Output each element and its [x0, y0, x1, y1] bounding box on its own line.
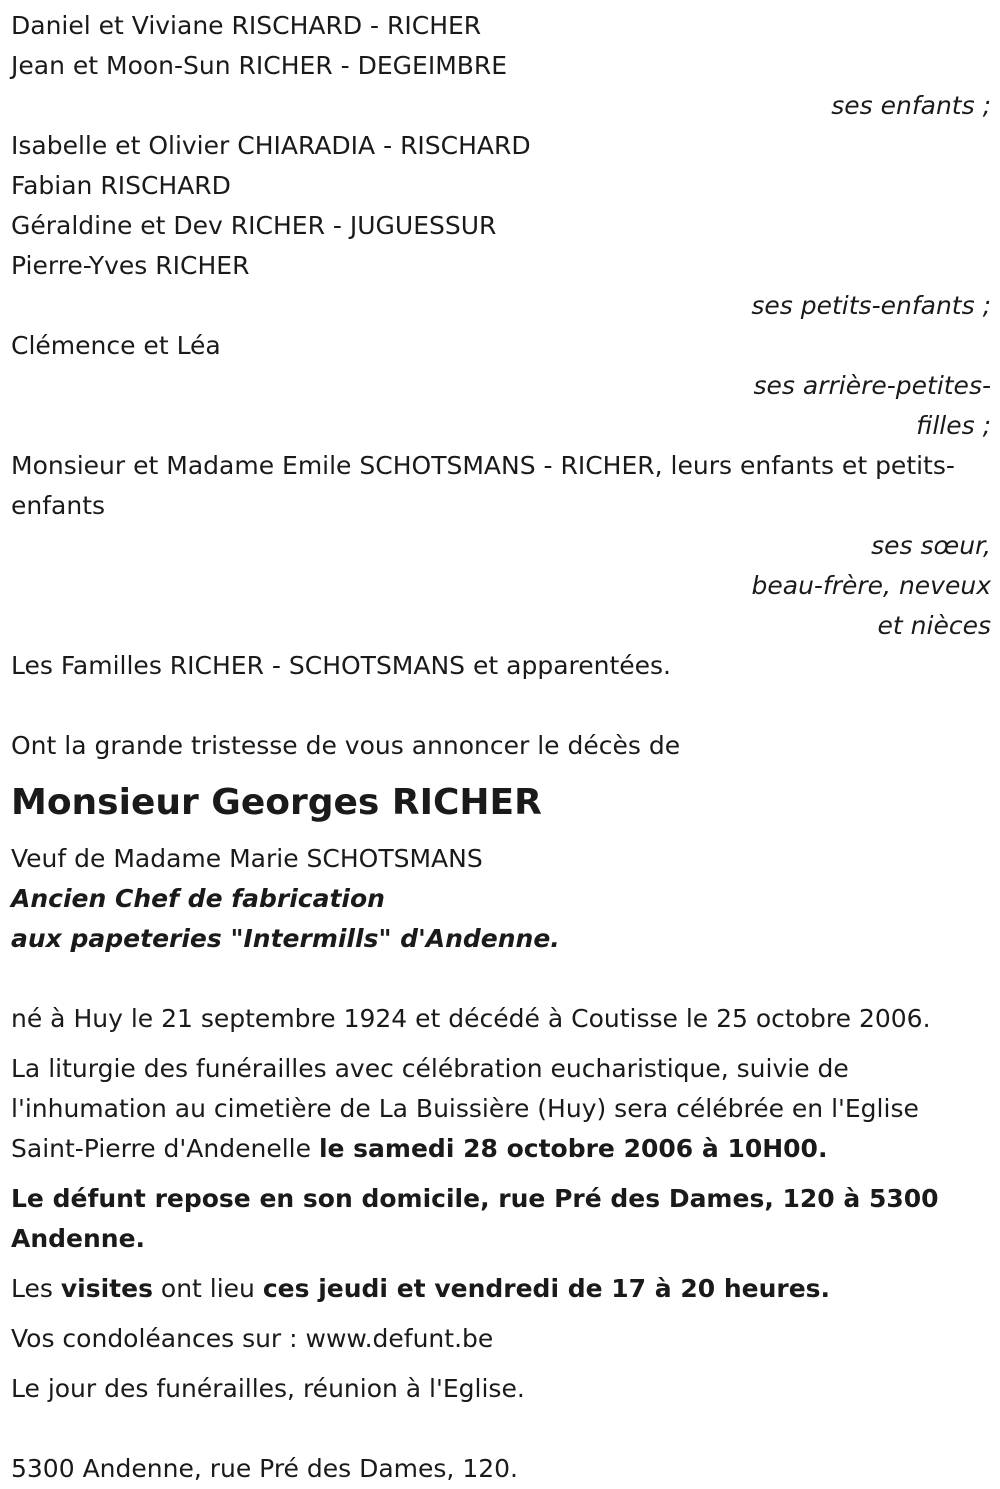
- liturgy-date: le samedi 28 octobre 2006 à 10H00.: [318, 1134, 828, 1163]
- grandchildren-role: ses petits-enfants ;: [751, 291, 991, 320]
- family-grandchildren-line-4: Pierre-Yves RICHER: [11, 251, 250, 280]
- visits-paragraph: [11, 1269, 991, 1309]
- families-line: Les Familles RICHER - SCHOTSMANS et apparentées.: [11, 651, 671, 680]
- family-children-line-2: Jean et Moon-Sun RICHER - DEGEIMBRE: [11, 51, 508, 80]
- family-grandchildren-line-1: Isabelle et Olivier CHIARADIA - RISCHARD: [11, 131, 531, 160]
- family-sister-line: Monsieur et Madame Emile SCHOTSMANS - RICHER, leurs enfants et petits-enfants: [11, 451, 955, 520]
- children-role: ses enfants ;: [831, 91, 991, 120]
- great-grandchildren-role-1: ses arrière-petites-: [753, 371, 991, 400]
- sister-role-2: beau-frère, neveux: [751, 571, 991, 600]
- obituary-document: [11, 6, 991, 1489]
- repose-paragraph: [11, 1179, 991, 1259]
- address-line: 5300 Andenne, rue Pré des Dames, 120.: [11, 1454, 518, 1483]
- widower-of: Veuf de Madame Marie SCHOTSMANS: [11, 844, 483, 873]
- great-grandchildren-role-2: filles ;: [916, 411, 991, 440]
- family-grandchildren-line-3: Géraldine et Dev RICHER - JUGUESSUR: [11, 211, 497, 240]
- announcement-text: Ont la grande tristesse de vous annoncer le décès de: [11, 731, 681, 760]
- visits-middle: ont lieu: [152, 1274, 263, 1303]
- family-great-grandchildren-line: Clémence et Léa: [11, 331, 221, 360]
- repose-text: Le défunt repose en son domicile, rue Pré des Dames, 120 à 5300 Andenne.: [11, 1184, 939, 1253]
- meeting-line: Le jour des funérailles, réunion à l'Eglise.: [11, 1374, 525, 1403]
- sister-role-1: ses sœur,: [871, 531, 991, 560]
- sister-role-3: et nièces: [877, 611, 991, 640]
- profession-line-2: aux papeteries "Intermills" d'Andenne.: [11, 924, 560, 953]
- deceased-name: Monsieur Georges RICHER: [11, 782, 542, 823]
- visits-when: ces jeudi et vendredi de 17 à 20 heures.: [262, 1274, 831, 1303]
- liturgy-paragraph: [11, 1049, 991, 1169]
- liturgy-text: La liturgie des funérailles avec célébration eucharistique, suivie de l'inhumation au cimetière de La Buissière (Huy) sera célébrée en l'Eglise Saint-Pierre d'Andenelle: [11, 1054, 919, 1163]
- visits-prefix: Les: [11, 1274, 61, 1303]
- visits-word: visites: [60, 1274, 153, 1303]
- family-children-line-1: Daniel et Viviane RISCHARD - RICHER: [11, 11, 482, 40]
- family-grandchildren-line-2: Fabian RISCHARD: [11, 171, 231, 200]
- profession-line-1: Ancien Chef de fabrication: [11, 884, 385, 913]
- birth-death-dates: né à Huy le 21 septembre 1924 et décédé à Coutisse le 25 octobre 2006.: [11, 1004, 931, 1033]
- condolences-line: Vos condoléances sur : www.defunt.be: [11, 1324, 494, 1353]
